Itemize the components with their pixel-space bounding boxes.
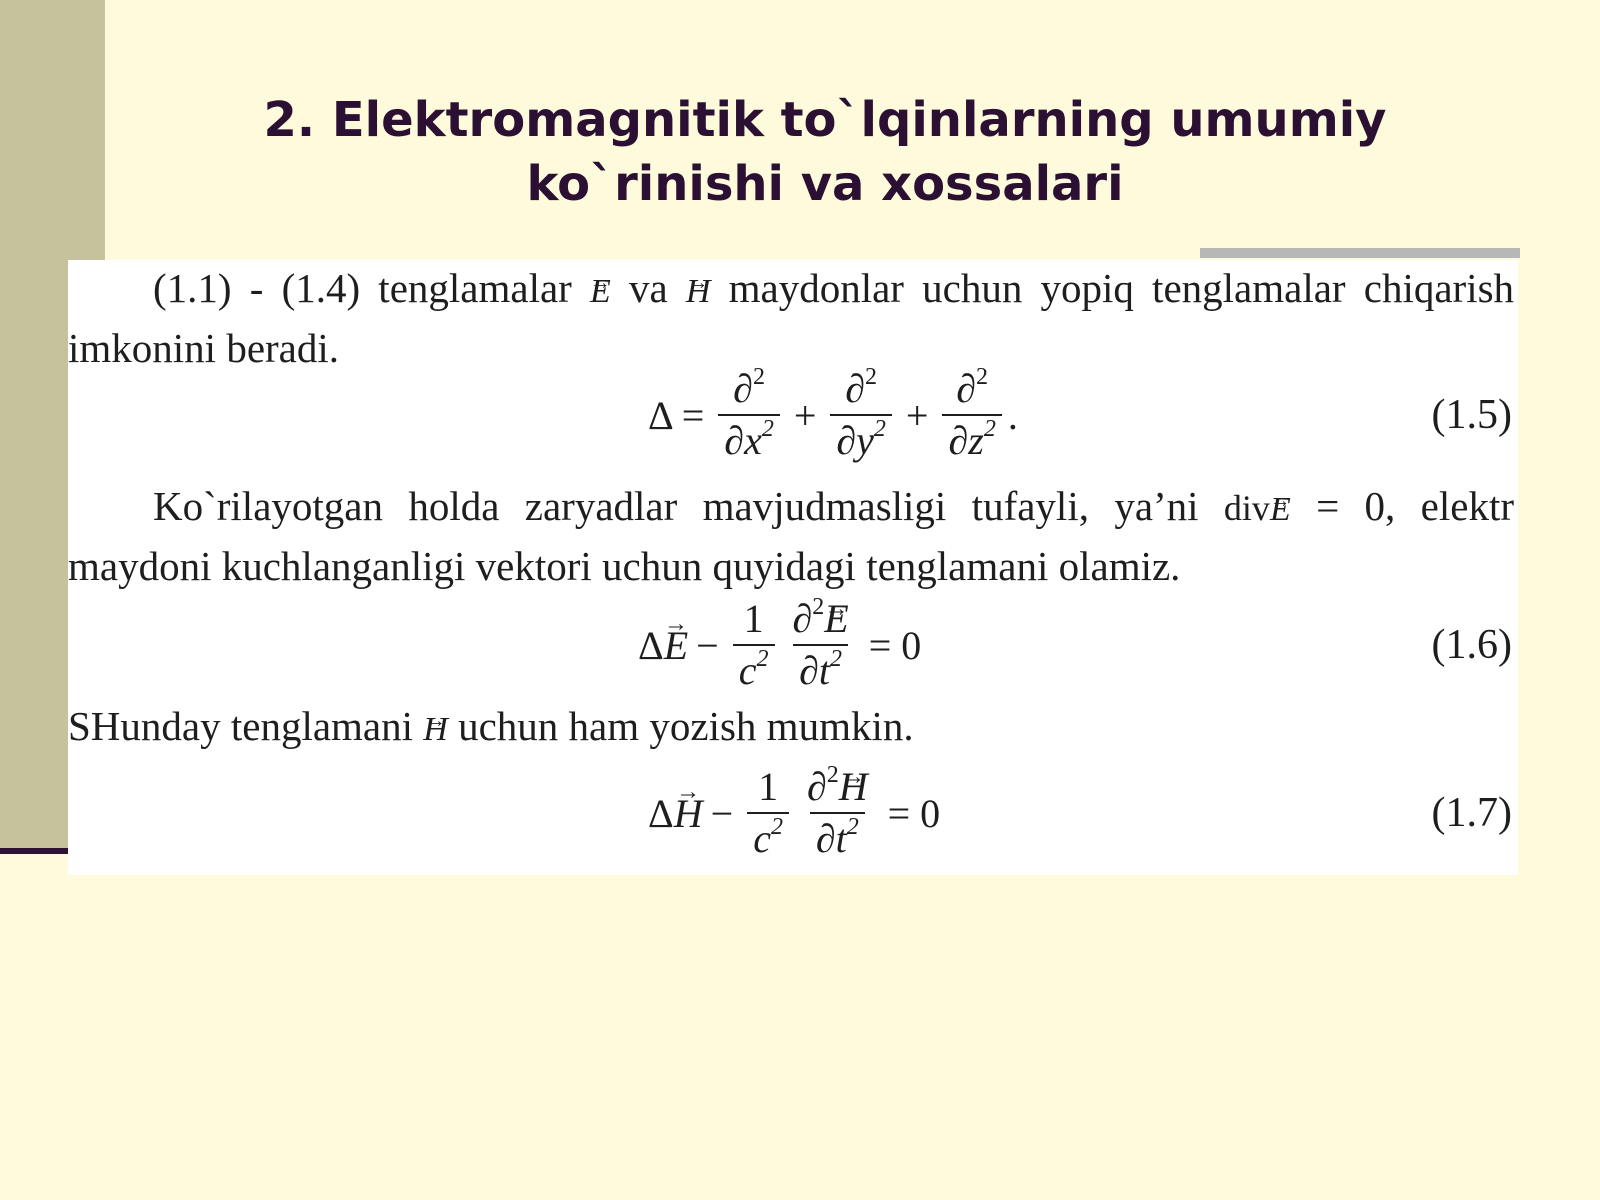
eq15-delta: Δ <box>648 392 674 438</box>
eq16-num-one: 1 <box>743 596 764 641</box>
p2-symbol-e: → E <box>1270 482 1291 538</box>
p1-text-3: maydonlar uchun yopiq tenglamalar chiqarish imkonini beradi. <box>68 265 1515 371</box>
eq15-period: . <box>1007 392 1018 438</box>
slide-title <box>150 88 1500 216</box>
eq15-num-x: ∂ <box>733 366 753 411</box>
equation-1-5-body <box>648 360 1018 470</box>
eq15-num-x-exp: 2 <box>752 364 765 390</box>
eq15-equals: = <box>681 392 705 438</box>
eq15-num-z: ∂ <box>956 366 977 411</box>
eq15-den-y: ∂y <box>836 418 874 463</box>
paragraph-1 <box>68 260 1514 376</box>
equation-1-6-body <box>638 590 929 700</box>
scan-edge-bar <box>1200 248 1520 258</box>
eq16-num-exp: 2 <box>812 594 825 620</box>
eq17-fraction-t <box>801 764 874 862</box>
eq17-num-field: → H <box>839 764 868 810</box>
eq15-num-z-exp: 2 <box>976 364 989 390</box>
equation-1-6-label: (1.6) <box>1431 622 1512 668</box>
eq15-den-z-exp: 2 <box>983 416 996 442</box>
eq16-rhs: = 0 <box>868 622 922 668</box>
p3-symbol-h: → H <box>423 702 448 758</box>
eq16-delta: Δ <box>638 622 664 668</box>
eq15-num-y: ∂ <box>845 366 866 411</box>
eq17-fraction-c <box>747 764 789 862</box>
p2-text-1: Ko`rilayotgan holda zaryadlar mavjudmasligi tufayli, ya’ni <box>153 483 1199 529</box>
paragraph-2 <box>68 478 1514 594</box>
eq17-delta: Δ <box>648 790 674 836</box>
equation-1-7-body <box>648 758 948 868</box>
paragraph-3 <box>68 698 1514 758</box>
eq17-rhs: = 0 <box>887 790 941 836</box>
eq16-fraction-c <box>733 596 775 694</box>
eq15-num-y-exp: 2 <box>865 364 878 390</box>
eq15-fraction-y <box>830 366 892 464</box>
eq16-den-c: c <box>738 648 757 693</box>
eq15-den-z: ∂z <box>948 418 984 463</box>
p1-symbol-e: → E <box>590 264 611 320</box>
equation-1-5 <box>68 360 1514 470</box>
eq15-fraction-x <box>718 366 780 464</box>
equation-1-5-label: (1.5) <box>1431 392 1512 438</box>
eq15-plus-1: + <box>793 392 817 438</box>
eq16-minus: − <box>696 622 719 668</box>
eq15-den-y-exp: 2 <box>873 416 886 442</box>
eq15-den-x-exp: 2 <box>761 416 774 442</box>
eq17-num-one: 1 <box>758 764 779 809</box>
eq17-field-h: → H <box>674 790 703 837</box>
eq16-num-field: → E <box>824 596 848 642</box>
eq17-den-c: c <box>753 816 771 861</box>
eq16-den-c-exp: 2 <box>756 646 769 672</box>
p2-div: div <box>1223 488 1270 528</box>
eq16-fraction-t <box>787 596 855 694</box>
eq15-plus-2: + <box>905 392 929 438</box>
p2-text-2: = 0, elektr maydoni kuchlanganligi vektori uchun quyidagi tenglamani olamiz. <box>68 483 1514 589</box>
p3-text-2: uchun ham yozish mumkin. <box>458 703 914 749</box>
equation-1-7-label: (1.7) <box>1431 790 1512 836</box>
equation-1-6 <box>68 590 1514 700</box>
slide-title-line-2: ko`rinishi va xossalari <box>526 156 1124 212</box>
eq17-minus: − <box>710 790 734 836</box>
p1-symbol-h: → H <box>686 264 711 320</box>
sidebar-accent-line <box>0 848 68 854</box>
eq17-num-exp: 2 <box>826 762 839 788</box>
eq17-den-t-exp: 2 <box>846 814 859 840</box>
eq17-den-c-exp: 2 <box>770 814 783 840</box>
eq17-num-partial: ∂ <box>806 764 827 809</box>
scanned-text-image <box>68 260 1518 875</box>
eq16-den-t: ∂t <box>799 648 831 693</box>
equation-1-7 <box>68 758 1514 868</box>
eq16-field-e: → E <box>664 622 688 669</box>
eq16-num-partial: ∂ <box>792 596 813 641</box>
eq16-den-t-exp: 2 <box>830 646 843 672</box>
p1-text-1: (1.1) - (1.4) tenglamalar <box>153 265 572 311</box>
eq15-fraction-z <box>942 366 1001 464</box>
eq17-den-t: ∂t <box>815 816 847 861</box>
p3-text-1: SHunday tenglamani <box>68 703 414 749</box>
slide-title-line-1: 2. Elektromagnitik to`lqinlarning umumiy <box>263 92 1387 148</box>
p1-text-2: va <box>628 265 668 311</box>
eq15-den-x: ∂x <box>724 418 762 463</box>
